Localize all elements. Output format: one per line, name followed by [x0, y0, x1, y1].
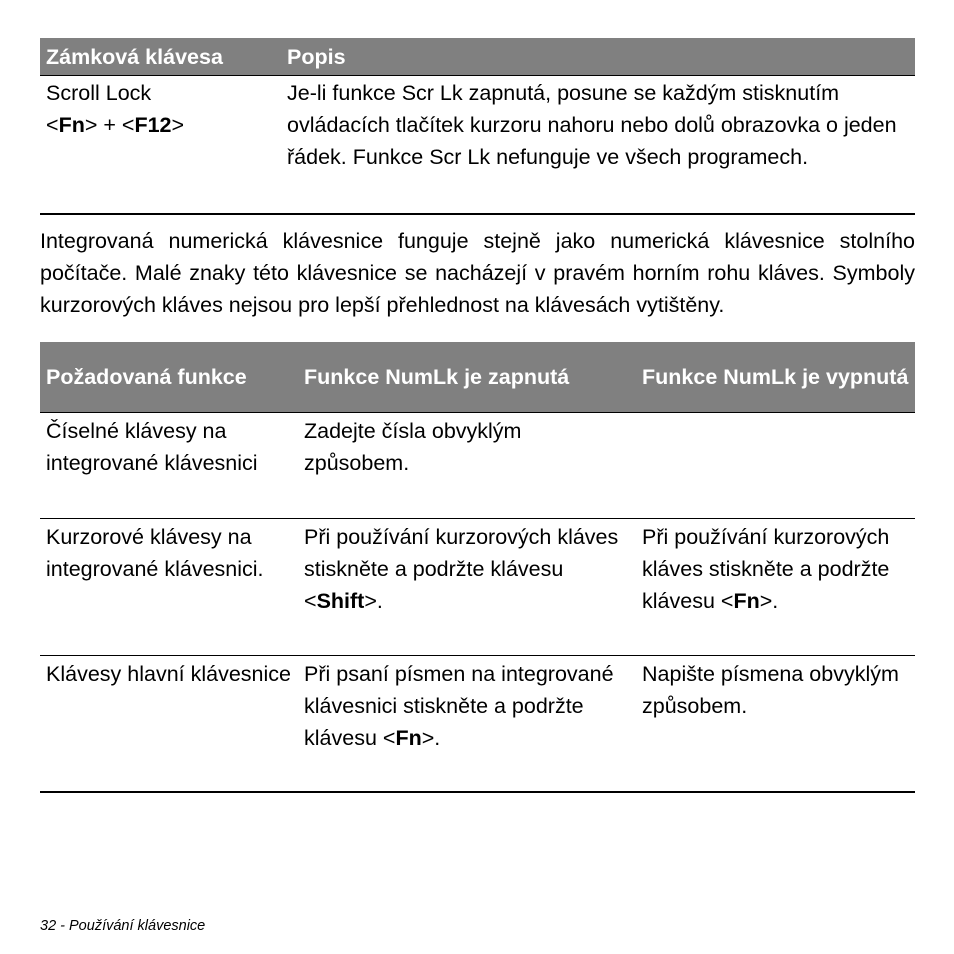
key-combo: <Fn> + <F12> [46, 113, 185, 137]
page-content [40, 38, 915, 793]
header-numlk-on: Funkce NumLk je zapnutá [298, 342, 636, 413]
numlk-off-cell: Při používání kurzorových kláves stiskněte a podržte klávesu <Fn>. [636, 518, 915, 655]
numpad-function-table [40, 342, 915, 794]
fn-key: Fn [58, 113, 85, 137]
lock-key-cell [40, 76, 281, 214]
numlk-off-cell: Napište písmena obvyklým způsobem. [636, 655, 915, 792]
shift-key: Shift [316, 588, 365, 613]
header-description: Popis [281, 38, 915, 76]
table-row [40, 518, 915, 655]
header-required-function: Požadovaná funkce [40, 342, 298, 413]
table-row [40, 412, 915, 518]
numlk-off-cell [636, 412, 915, 518]
page-footer: 32 - Používání klávesnice [40, 918, 206, 934]
numlk-on-cell: Při používání kurzorových kláves stiskněte a podržte klávesu <Shift>. [298, 518, 636, 655]
key-name: Scroll Lock [46, 81, 152, 105]
numlk-on-cell: Zadejte čísla obvyklým způsobem. [298, 412, 636, 518]
numpad-table-header [40, 342, 915, 413]
fn-key: Fn [733, 588, 760, 613]
header-numlk-off: Funkce NumLk je vypnutá [636, 342, 915, 413]
f12-key: F12 [134, 113, 172, 137]
function-cell: Číselné klávesy na integrované klávesnici [40, 412, 298, 518]
numlk-on-cell: Při psaní písmen na integrované klávesnici stiskněte a podržte klávesu <Fn>. [298, 655, 636, 792]
table-row [40, 76, 915, 214]
lock-key-description: Je-li funkce Scr Lk zapnutá, posune se každým stisknutím ovládacích tlačítek kurzoru nahoru nebo dolů obrazovka o jeden řádek. Funkce Scr Lk nefunguje ve všech programech. [281, 76, 915, 214]
table-row [40, 655, 915, 792]
body-paragraph: Integrovaná numerická klávesnice funguje stejně jako numerická klávesnice stolního počítače. Malé znaky této klávesnice se nacházejí v pravém horním rohu kláves. Symboly kurzorových kláves nejsou pro lepší přehlednost na klávesách vytištěny. [40, 228, 915, 317]
lock-key-table-header [40, 38, 915, 76]
fn-key: Fn [395, 725, 422, 750]
header-lock-key: Zámková klávesa [40, 38, 281, 76]
function-cell: Kurzorové klávesy na integrované klávesnici. [40, 518, 298, 655]
lock-key-table [40, 38, 915, 215]
function-cell: Klávesy hlavní klávesnice [40, 655, 298, 792]
